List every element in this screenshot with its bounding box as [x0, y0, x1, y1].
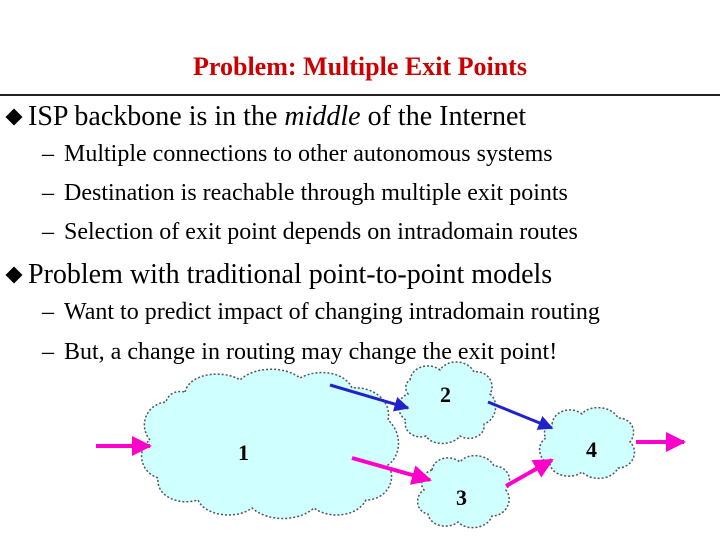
dash-marker: – — [42, 141, 54, 167]
slide-title: Problem: Multiple Exit Points — [193, 52, 527, 81]
dash-marker: – — [42, 339, 54, 365]
bullet-1-text-post: of the Internet — [360, 101, 527, 132]
node-label-4: 4 — [586, 437, 597, 462]
sub-bullet-text: Multiple connections to other autonomous systems — [64, 141, 553, 167]
arrow-2-to-4 — [488, 402, 552, 428]
node-label-2: 2 — [440, 382, 451, 407]
cloud-1 — [142, 369, 399, 518]
bullet-1-emphasis: middle — [284, 101, 361, 132]
arrow-3-to-4 — [506, 460, 552, 486]
sub-bullet-text: Destination is reachable through multiple exit points — [64, 180, 568, 206]
bullet-1-text-pre: ISP backbone is in the — [28, 101, 285, 132]
node-label-1: 1 — [238, 440, 249, 465]
dash-marker: – — [42, 219, 54, 245]
node-label-3: 3 — [456, 485, 467, 510]
sub-bullet-text: Want to predict impact of changing intradomain routing — [64, 299, 600, 325]
sub-bullet-text: Selection of exit point depends on intradomain routes — [64, 219, 578, 245]
dash-marker: – — [42, 180, 54, 206]
sub-bullet-text: But, a change in routing may change the exit point! — [64, 339, 558, 365]
dash-marker: – — [42, 299, 54, 325]
bullet-2-text: Problem with traditional point-to-point models — [28, 259, 553, 290]
